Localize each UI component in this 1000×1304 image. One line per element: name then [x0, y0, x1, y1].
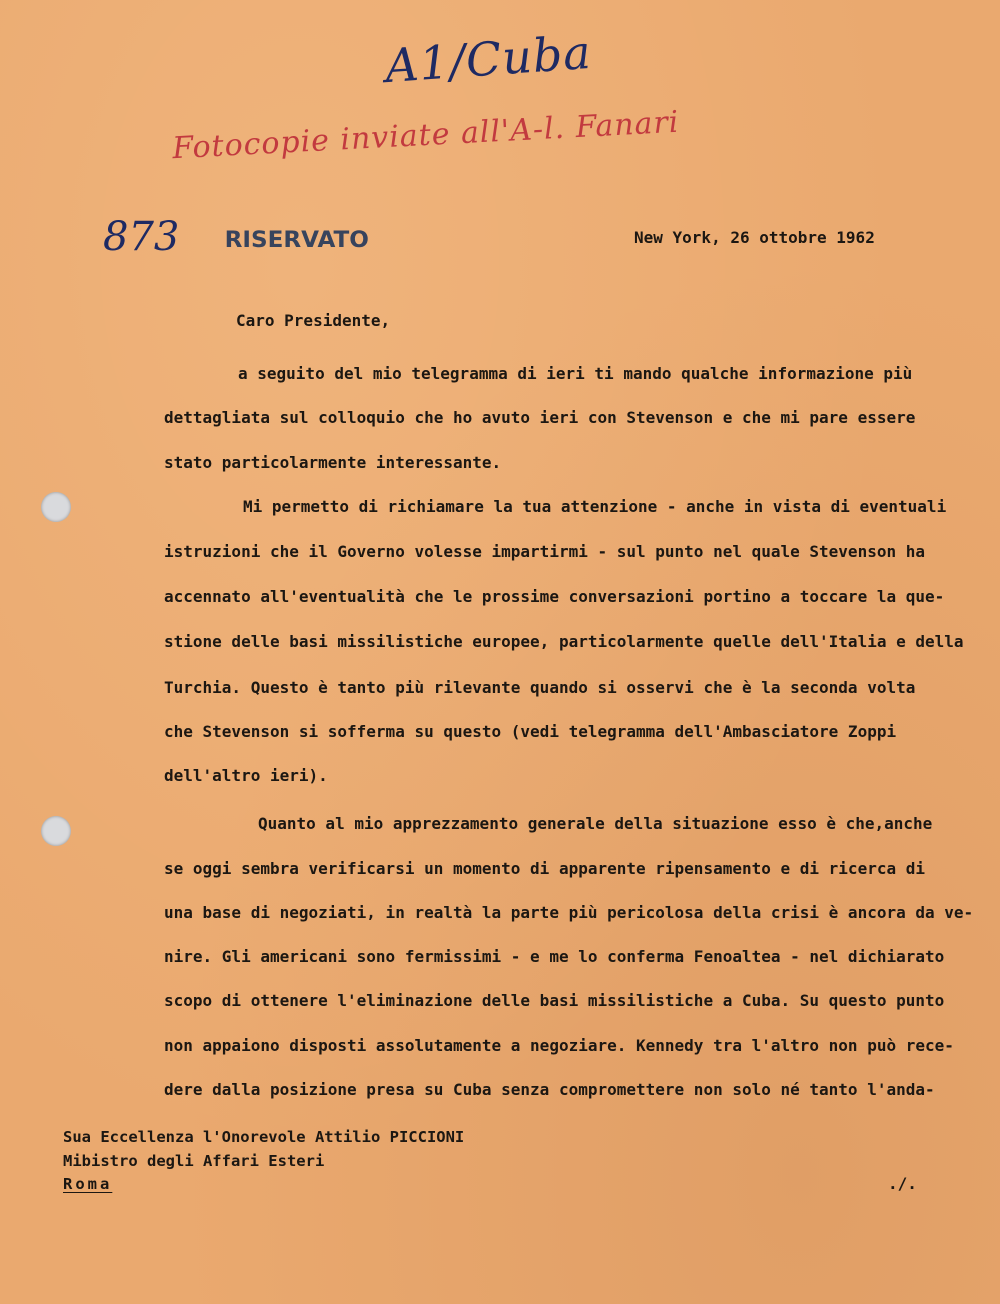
dateline: New York, 26 ottobre 1962 [634, 228, 875, 247]
punch-hole [41, 816, 71, 846]
letter-line: Mi permetto di richiamare la tua attenzione - anche in vista di eventuali [243, 497, 947, 516]
letter-line: dere dalla posizione presa su Cuba senza compromettere non solo né tanto l'anda- [164, 1080, 935, 1099]
letter-line: una base di negoziati, in realtà la parte più pericolosa della crisi è ancora da ve- [164, 903, 974, 922]
letter-line: nire. Gli americani sono fermissimi - e me lo conferma Fenoaltea - nel dichiarato [164, 947, 945, 966]
letter-line: che Stevenson si sofferma su questo (vedi telegramma dell'Ambasciatore Zoppi [164, 722, 897, 741]
letter-line: dell'altro ieri). [164, 766, 328, 785]
letter-line: Turchia. Questo è tanto più rilevante quando si osservi che è la seconda volta [164, 678, 916, 697]
letter-line: se oggi sembra verificarsi un momento di apparente ripensamento e di ricerca di [164, 859, 925, 878]
handwritten-red-note: Fotocopie inviate all'A-l. Fanari [171, 104, 681, 167]
addressee-name: Sua Eccellenza l'Onorevole Attilio PICCIONI [63, 1128, 465, 1146]
letter-line: istruzioni che il Governo volesse impartirmi - sul punto nel quale Stevenson ha [164, 542, 925, 561]
handwritten-file-note: A1/Cuba [383, 24, 594, 94]
letter-line: accennato all'eventualità che le prossime conversazioni portino a toccare la que- [164, 587, 945, 606]
addressee-city: Roma [63, 1175, 113, 1193]
letter-line: Quanto al mio apprezzamento generale della situazione esso è che,anche [258, 814, 933, 833]
letter-line: a seguito del mio telegramma di ieri ti mando qualche informazione più [238, 364, 913, 383]
confidential-stamp: RISERVATO [224, 228, 369, 253]
punch-hole [41, 492, 71, 522]
handwritten-protocol-number: 873 [103, 214, 180, 260]
continuation-mark: ./. [888, 1174, 917, 1193]
letter-line: stione delle basi missilistiche europee, particolarmente quelle dell'Italia e della [164, 632, 964, 651]
letter-line: scopo di ottenere l'eliminazione delle basi missilistiche a Cuba. Su questo punto [164, 991, 945, 1010]
letter-line: non appaiono disposti assolutamente a negoziare. Kennedy tra l'altro non può rece- [164, 1036, 954, 1055]
addressee-title: Mibistro degli Affari Esteri [63, 1152, 325, 1170]
letter-line: stato particolarmente interessante. [164, 453, 502, 472]
letter-line: dettagliata sul colloquio che ho avuto ieri con Stevenson e che mi pare essere [164, 408, 916, 427]
salutation: Caro Presidente, [236, 311, 391, 330]
